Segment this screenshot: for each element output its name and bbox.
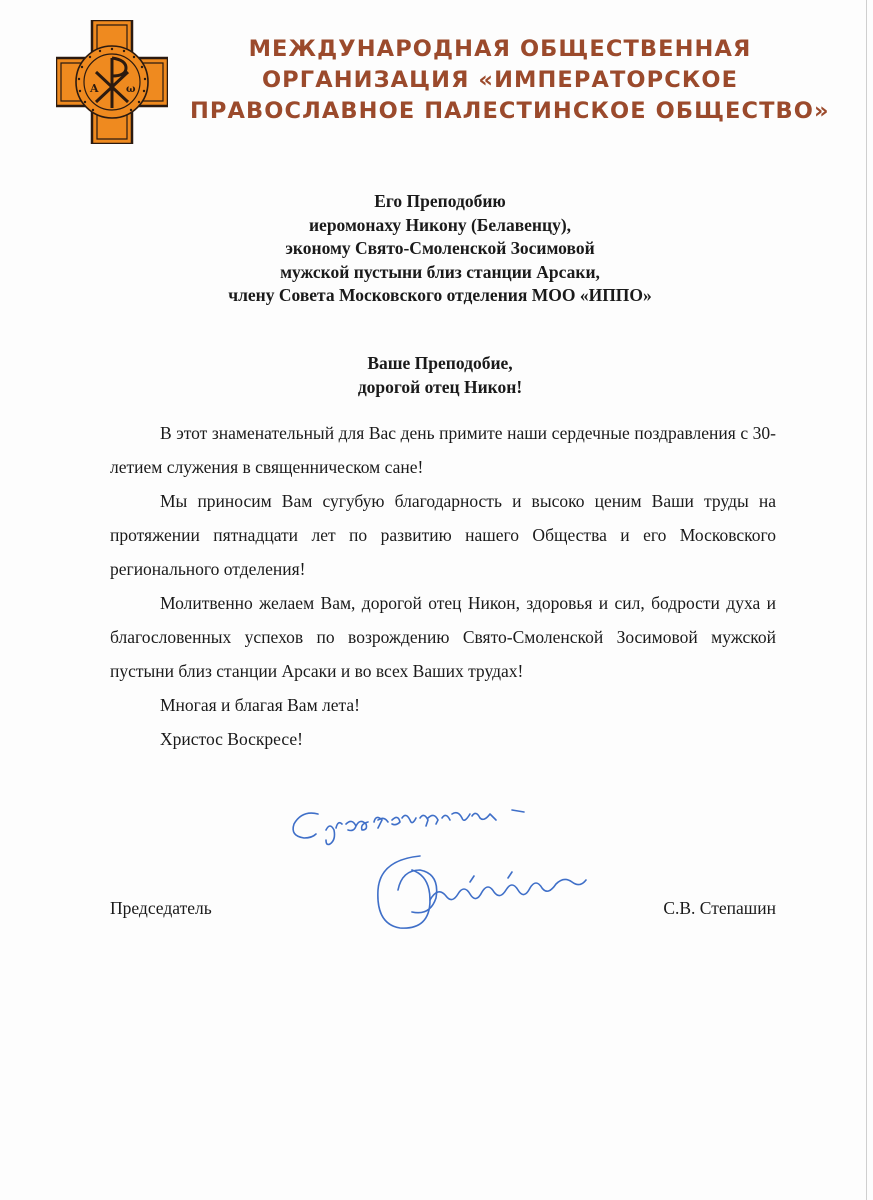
body-paragraph: Мы приносим Вам сугубую благодарность и высоко ценим Ваши труды на протяжении пятнадцати лет по развитию нашего Общества и его Московского регионального отделения! bbox=[110, 491, 776, 579]
addressee-line: мужской пустыни близ станции Арсаки, bbox=[280, 261, 600, 282]
organization-name-line: ПРАВОСЛАВНОЕ ПАЛЕСТИНСКОЕ ОБЩЕСТВО» bbox=[190, 98, 830, 124]
salutation bbox=[100, 352, 780, 399]
organization-name bbox=[190, 34, 830, 127]
organization-name-line: ОРГАНИЗАЦИЯ «ИМПЕРАТОРСКОЕ bbox=[261, 67, 739, 93]
signatory-name: С.В. Степашин bbox=[663, 898, 776, 918]
organization-name-line: МЕЖДУНАРОДНАЯ ОБЩЕСТВЕННАЯ bbox=[248, 36, 752, 62]
addressee-line: члену Совета Московского отделения МОО «ИППО» bbox=[228, 285, 652, 305]
addressee-line: эконому Свято-Смоленской Зосимовой bbox=[285, 238, 595, 258]
salutation-line: Ваше Преподобие, bbox=[367, 353, 513, 373]
salutation-line: дорогой отец Никон! bbox=[357, 376, 523, 397]
body-paragraph: В этот знаменательный для Вас день примите наши сердечные поздравления с 30-летием служения в священническом сане! bbox=[110, 423, 776, 477]
body-paragraph: Молитвенно желаем Вам, дорогой отец Никон, здоровья и сил, бодрости духа и благословенных успехов по возрождению Свято-Смоленской Зосимовой мужской пустыни близ станции Арсаки и во всех Ваших трудах! bbox=[110, 593, 776, 681]
handwritten-signature bbox=[280, 800, 610, 945]
svg-text:ω: ω bbox=[126, 84, 136, 95]
addressee-line: иеромонаху Никону (Белавенцу), bbox=[308, 214, 572, 235]
page-edge-line bbox=[866, 0, 867, 1200]
addressee-block bbox=[100, 190, 780, 308]
svg-text:A: A bbox=[90, 82, 99, 95]
letter-body bbox=[110, 416, 776, 756]
signatory-title: Председатель bbox=[110, 898, 212, 918]
body-paragraph: Христос Воскресе! bbox=[160, 729, 303, 749]
organization-logo-icon bbox=[56, 20, 168, 144]
body-paragraph: Многая и благая Вам лета! bbox=[160, 695, 360, 715]
addressee-line: Его Преподобию bbox=[374, 191, 506, 211]
